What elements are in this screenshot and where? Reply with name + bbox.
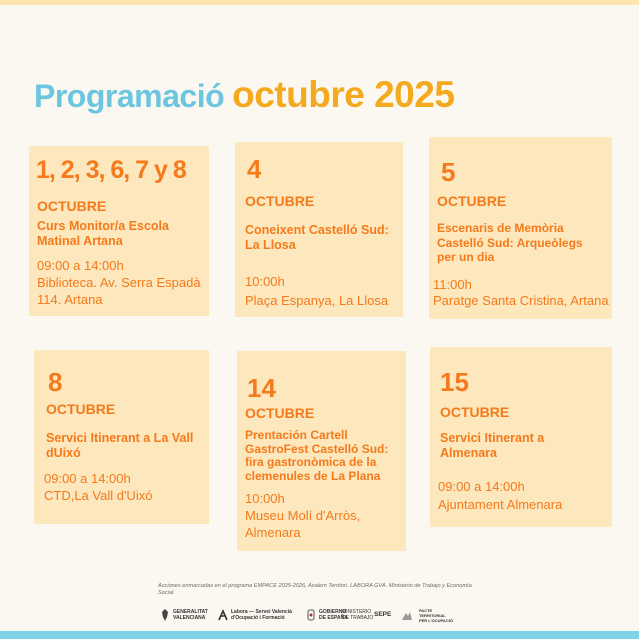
event-day: 14 bbox=[247, 373, 276, 403]
event-place: Ajuntament Almenara bbox=[438, 497, 563, 512]
event-day: 5 bbox=[441, 157, 456, 187]
event-time: 10:00h bbox=[245, 491, 285, 506]
logo-pacte-territorial: PACTE TERRITORIAL PER L'OCUPACIÓ bbox=[398, 604, 460, 626]
event-day: 4 bbox=[247, 154, 262, 184]
event-month: OCTUBRE bbox=[46, 401, 116, 417]
event-title: Servici Itinerant a Almenara bbox=[440, 431, 545, 460]
logo-gobierno: GOBIERNO DE ESPAÑA bbox=[306, 604, 348, 626]
event-month: OCTUBRE bbox=[37, 198, 107, 214]
event-month: OCTUBRE bbox=[437, 193, 507, 209]
bottom-stripe bbox=[0, 631, 639, 639]
event-day: 8 bbox=[48, 367, 63, 397]
event-place: Museu Molí d'Arròs, Almenara bbox=[245, 508, 361, 540]
logo-labora: Labora — Servei Valencià d'Ocupació i Formació bbox=[218, 604, 292, 626]
event-time: 09:00 a 14:00h bbox=[37, 258, 124, 273]
mountain-icon bbox=[398, 608, 416, 622]
event-title: Prentación Cartell GastroFest Castelló Sud: fira gastronòmica de la clemenules de La Plana bbox=[245, 428, 389, 483]
event-card-4 bbox=[34, 350, 209, 524]
event-time: 11:00h bbox=[433, 277, 472, 292]
page-title bbox=[34, 74, 454, 124]
event-title: Servici Itinerant a La Vall dUixó bbox=[46, 431, 194, 460]
title-month-year: octubre 2025 bbox=[232, 74, 455, 115]
top-stripe bbox=[0, 0, 639, 5]
event-place: Plaça Espanya, La Llosa bbox=[245, 293, 389, 308]
event-title: Curs Monitor/a Escola Matinal Artana bbox=[37, 219, 169, 248]
logo-sepe: SEPE bbox=[374, 611, 392, 618]
event-time: 09:00 a 14:00h bbox=[438, 479, 525, 494]
crest-icon bbox=[306, 608, 316, 622]
footer-note: Acciones enmarcadas en el programa EMPACE 2025-2026, Avalem Territori. LABORA GVA. Ministerio de Trabajo y Economía Social. bbox=[158, 583, 472, 596]
event-time: 09:00 a 14:00h bbox=[44, 471, 131, 486]
event-place: Paratge Santa Cristina, Artana bbox=[433, 293, 609, 308]
bat-emblem-icon bbox=[160, 608, 170, 622]
event-month: OCTUBRE bbox=[245, 405, 315, 421]
event-day: 15 bbox=[440, 367, 469, 397]
event-month: OCTUBRE bbox=[440, 404, 510, 420]
event-card-5 bbox=[237, 351, 406, 551]
event-title: Coneixent Castelló Sud: La Llosa bbox=[245, 223, 389, 252]
event-month: OCTUBRE bbox=[245, 193, 315, 209]
event-card-3 bbox=[429, 137, 612, 319]
title-programacio: Programació bbox=[34, 78, 225, 114]
event-card-1 bbox=[29, 146, 209, 316]
event-day: 1, 2, 3, 6, 7 y 8 bbox=[36, 156, 186, 184]
event-title: Escenaris de Memòria Castelló Sud: Arqueòlegs per un dia bbox=[437, 221, 583, 264]
labora-arrow-icon bbox=[218, 608, 228, 622]
logo-generalitat: GENERALITAT VALENCIANA bbox=[160, 604, 208, 626]
event-card-2 bbox=[235, 142, 403, 317]
event-time: 10:00h bbox=[245, 274, 285, 289]
event-place: Biblioteca. Av. Serra Espadà 114. Artana bbox=[37, 275, 201, 307]
logo-ministerio: MINISTERIO DE TRABAJO bbox=[342, 609, 374, 621]
sponsor-logos bbox=[160, 604, 460, 626]
event-card-6 bbox=[430, 347, 612, 527]
event-place: CTD,La Vall d'Uixó bbox=[44, 488, 153, 503]
